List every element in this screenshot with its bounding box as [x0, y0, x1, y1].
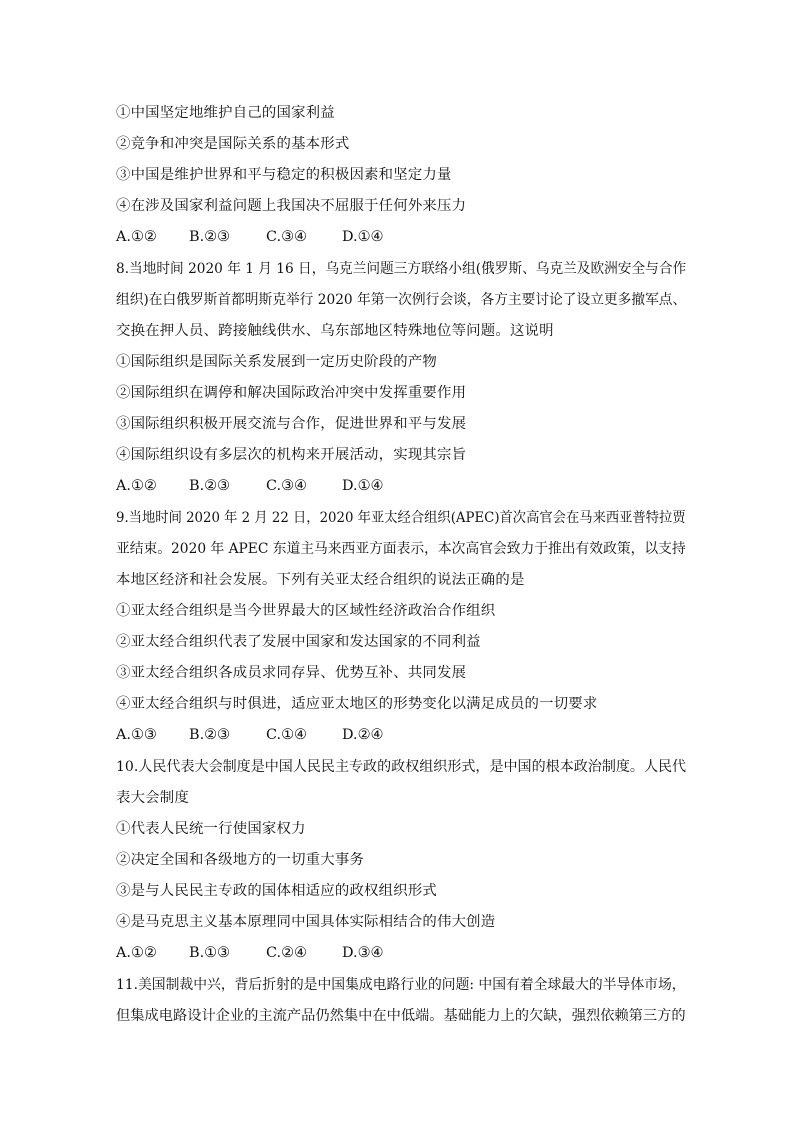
q10-option-1: ①代表人民统一行使国家权力: [116, 821, 306, 837]
q9-stem-line-3: 本地区经济和社会发展。下列有关亚太经合组织的说法正确的是: [116, 572, 525, 588]
q7-option-2: ②竞争和冲突是国际关系的基本形式: [116, 136, 350, 152]
q7-choice-d: D.①④: [342, 229, 384, 245]
q8-option-3: ③国际组织积极开展交流与合作，促进世界和平与发展: [116, 416, 467, 432]
q8-choices: [116, 477, 686, 495]
q8-choice-a: A.①②: [116, 478, 157, 494]
q7-option-3: ③中国是维护世界和平与稳定的积极因素和坚定力量: [116, 167, 452, 183]
q7-option-4: ④在涉及国家利益问题上我国决不屈服于任何外来压力: [116, 198, 467, 214]
q8-choice-b: B.②③: [189, 478, 230, 494]
q9-stem-line-2: 亚结束。2020 年 APEC 东道主马来西亚方面表示，本次高官会致力于推出有效政策，以支持: [116, 541, 686, 557]
q10-choice-d: D.③④: [342, 945, 384, 961]
q9-option-3: ③亚太经合组织各成员求同存异、优势互补、共同发展: [116, 665, 467, 681]
q9-choices: [116, 726, 686, 744]
q8-stem-line-2: 组织)在白俄罗斯首都明斯克举行 2020 年第一次例行会谈，各方主要讨论了设立更多撤军点、: [116, 292, 687, 308]
q10-stem-line-2: 表大会制度: [116, 790, 189, 806]
q7-option-1: ①中国坚定地维护自己的国家利益: [116, 105, 335, 121]
q9-option-4: ④亚太经合组织与时俱进，适应亚太地区的形势变化以满足成员的一切要求: [116, 696, 598, 712]
q10-option-4: ④是马克思主义基本原理同中国具体实际相结合的伟大创造: [116, 914, 496, 930]
q9-choice-a: A.①③: [116, 727, 157, 743]
q7-choice-c: C.③④: [266, 229, 307, 245]
q10-option-2: ②决定全国和各级地方的一切重大事务: [116, 852, 365, 868]
q9-choice-b: B.②③: [189, 727, 230, 743]
q7-choice-b: B.②③: [189, 229, 230, 245]
q9-choice-d: D.②④: [342, 727, 384, 743]
q9-option-1: ①亚太经合组织是当今世界最大的区域性经济政治合作组织: [116, 603, 496, 619]
q8-choice-c: C.③④: [266, 478, 307, 494]
q10-choice-a: A.①②: [116, 945, 157, 961]
q9-stem-line-1: 9.当地时间 2020 年 2 月 22 日，2020 年亚太经合组织(APEC)首次高官会在马来西亚普特拉贾: [116, 510, 686, 526]
q7-choices: [116, 228, 686, 246]
q9-option-2: ②亚太经合组织代表了发展中国家和发达国家的不同利益: [116, 634, 481, 650]
q10-choices: [116, 944, 686, 962]
q11-stem-line-2: 但集成电路设计企业的主流产品仍然集中在中低端。基础能力上的欠缺，强烈依赖第三方的: [116, 1008, 686, 1024]
q8-option-2: ②国际组织在调停和解决国际政治冲突中发挥重要作用: [116, 385, 467, 401]
q9-choice-c: C.①④: [266, 727, 307, 743]
q8-choice-d: D.①④: [342, 478, 384, 494]
q11-stem-line-1: 11.美国制裁中兴，背后折射的是中国集成电路行业的问题: 中国有着全球最大的半导体市场，: [116, 977, 686, 993]
q10-option-3: ③是与人民民主专政的国体相适应的政权组织形式: [116, 883, 437, 899]
q8-option-4: ④国际组织设有多层次的机构来开展活动，实现其宗旨: [116, 447, 467, 463]
q10-choice-c: C.②④: [266, 945, 307, 961]
q8-stem-line-3: 交换在押人员、跨接触线供水、乌东部地区特殊地位等问题。这说明: [116, 323, 554, 339]
q10-stem-line-1: 10.人民代表大会制度是中国人民民主专政的政权组织形式，是中国的根本政治制度。人民代: [116, 759, 687, 775]
q8-stem-line-1: 8.当地时间 2020 年 1 月 16 日，乌克兰问题三方联络小组(俄罗斯、乌克兰及欧洲安全与合作: [116, 261, 687, 277]
q10-choice-b: B.①③: [189, 945, 230, 961]
q7-choice-a: A.①②: [116, 229, 157, 245]
q8-option-1: ①国际组织是国际关系发展到一定历史阶段的产物: [116, 354, 437, 370]
